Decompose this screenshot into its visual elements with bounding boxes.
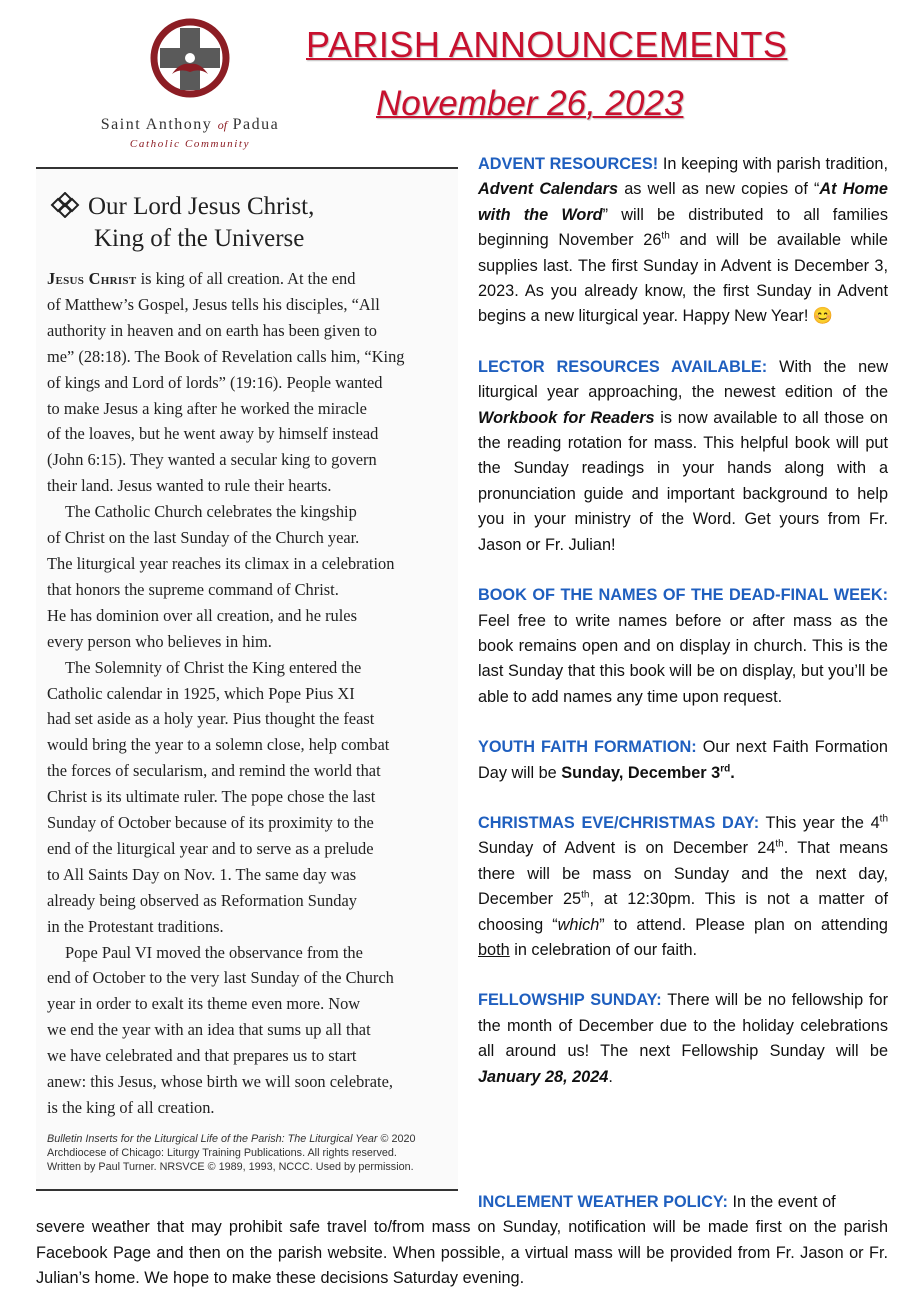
announcement-advent: ADVENT RESOURCES! In keeping with parish tradition, Advent Calendars as well as new copies of “At Home with the Word” will be distributed to all families beginning November 26th and will be available while supplies last. The first Sunday in Advent is December 3, 2023. As you already know, the first Sunday in Advent begins a new liturgical year. Happy New Year! 😊 bbox=[478, 155, 888, 326]
insert-paragraph-2: The Catholic Church celebrates the kingship of Christ on the last Sunday of the Church year. The liturgical year reaches its climax in a celebration that honors the supreme command of Christ. He has dominion over all creation, and he rules every person who believes in him. bbox=[47, 502, 395, 651]
insert-credit: Bulletin Inserts for the Liturgical Life of the Parish: The Liturgical Year © 2020 Archdiocese of Chicago: Liturgy Training Publications. All rights reserved. Written by Paul Turner. NRSVCE © 1989, 1993, NCCC. Used by permission. bbox=[47, 1133, 416, 1173]
announcement-youth: YOUTH FAITH FORMATION: Our next Faith Formation Day will be Sunday, December 3rd. bbox=[478, 738, 888, 782]
announcement-heading: BOOK OF THE NAMES OF THE DEAD-FINAL WEEK: bbox=[478, 586, 888, 605]
logo-name: Saint Anthony of Padua bbox=[100, 116, 280, 133]
announcement-heading: FELLOWSHIP SUNDAY: bbox=[478, 991, 662, 1010]
announcement-fellowship: FELLOWSHIP SUNDAY: There will be no fellowship for the month of December due to the holiday celebrations all around us! The next Fellowship Sunday will be January 28, 2024. bbox=[478, 991, 888, 1086]
bulletin-insert bbox=[36, 167, 458, 1191]
page-title: PARISH ANNOUNCEMENTS bbox=[306, 24, 788, 65]
announcement-weather: INCLEMENT WEATHER POLICY: In the event of severe weather that may prohibit safe travel to/from mass on Sunday, notification will be made first on the parish Facebook Page and then on the parish website. When possible, a virtual mass will be provided from Fr. Jason or Fr. Julian’s home. We hope to make these decisions Saturday evening. bbox=[36, 1193, 888, 1288]
announcement-heading: INCLEMENT WEATHER POLICY: bbox=[478, 1193, 728, 1211]
announcement-lector: LECTOR RESOURCES AVAILABLE: With the new liturgical year approaching, the newest edition of the Workbook for Readers is now available to all those on the reading rotation for mass. This helpful book will put the Sunday readings in your hands along with a pronunciation guide and important background to help you in your ministry of the Word. Get yours from Fr. Jason or Fr. Julian! bbox=[478, 357, 888, 554]
announcement-heading: CHRISTMAS EVE/CHRISTMAS DAY: bbox=[478, 813, 760, 832]
insert-paragraph-4: Pope Paul VI moved the observance from the end of October to the very last Sunday of the Church year in order to exalt its theme even more. Now we end the year with an idea that sums up all that we have celebrated and that prepares us to start anew: this Jesus, whose birth we will soon celebrate, is the king of all creation. bbox=[47, 942, 394, 1117]
announcement-heading: YOUTH FAITH FORMATION: bbox=[478, 738, 697, 757]
parish-emblem-icon bbox=[150, 18, 230, 98]
insert-title: Our Lord Jesus Christ, King of the Universe bbox=[50, 191, 450, 255]
announcement-book-of-names: BOOK OF THE NAMES OF THE DEAD-FINAL WEEK: Feel free to write names before or after mass as the book remains open and on display in church. This is the last Sunday that this book will be on display, but you’ll be able to add names any time upon request. bbox=[478, 586, 888, 706]
announcement-heading: LECTOR RESOURCES AVAILABLE: bbox=[478, 357, 768, 376]
parish-logo bbox=[70, 18, 310, 158]
logo-subtitle: Catholic Community bbox=[129, 138, 251, 150]
page-date: November 26, 2023 bbox=[376, 84, 684, 123]
announcements-column bbox=[478, 152, 888, 1115]
ornament-icon bbox=[50, 192, 80, 218]
smiley-icon: 😊 bbox=[812, 307, 834, 326]
insert-body bbox=[47, 266, 457, 1121]
announcement-heading: ADVENT RESOURCES! bbox=[478, 155, 659, 173]
insert-paragraph-3: The Solemnity of Christ the King entered the Catholic calendar in 1925, which Pope Pius XI had set aside as a holy year. Pius thought the feast would bring the year to a solemn close, help combat the forces of secularism, and remind the world that Christ is its ultimate ruler. The pope chose the last Sunday of October because of its proximity to the end of the liturgical year and to serve as a prelude to All Saints Day on Nov. 1. The same day was already being observed as Reformation Sunday in the Protestant traditions. bbox=[47, 657, 390, 936]
announcement-christmas: CHRISTMAS EVE/CHRISTMAS DAY: This year the 4th Sunday of Advent is on December 24th. That means there will be mass on Sunday and the next day, December 25th, at 12:30pm. This is not a matter of choosing “which” to attend. Please plan on attending both in celebration of our faith. bbox=[478, 813, 889, 959]
insert-paragraph-1: Jesus Christ is king of all creation. At the end of Matthew’s Gospel, Jesus tells his disciples, “All authority in heaven and on earth has been given to me” (28:18). The Book of Revelation calls him, “King of kings and Lord of lords” (19:16). People wanted to make Jesus a king after he worked the miracle of the loaves, but he went away by himself instead (John 6:15). They wanted a secular king to govern their land. Jesus wanted to rule their hearts. bbox=[47, 269, 405, 496]
